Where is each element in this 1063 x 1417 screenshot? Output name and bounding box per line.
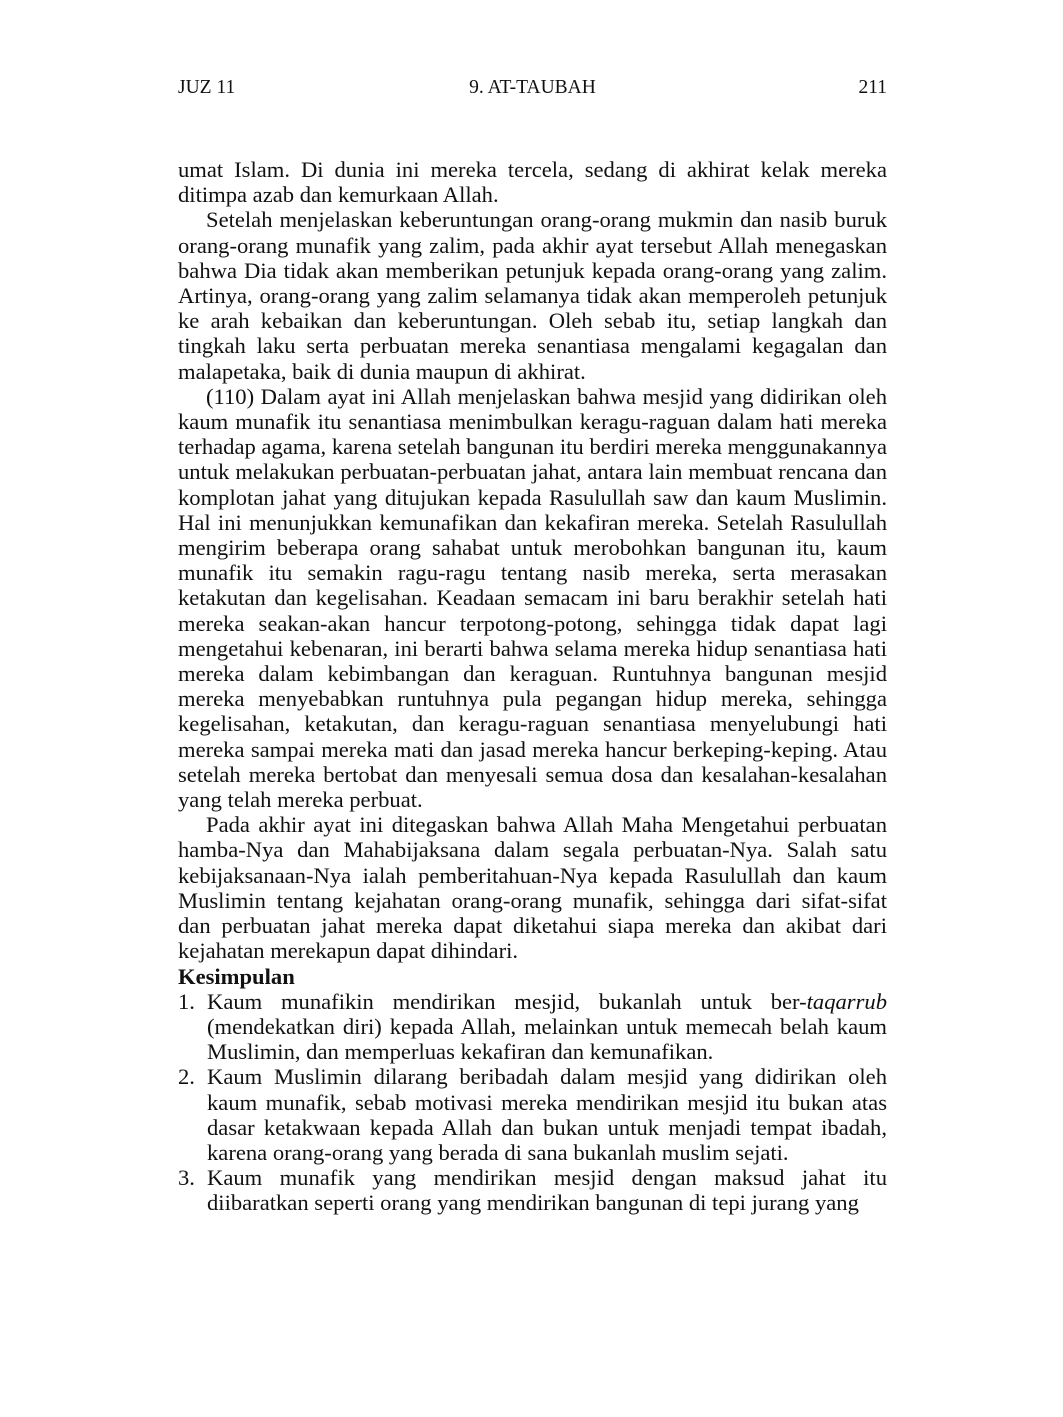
paragraph-verse-110: (110) Dalam ayat ini Allah menjelaskan bahwa mesjid yang didirikan oleh kaum munafik itu senantiasa menimbulkan keragu-raguan dalam hati mereka terhadap agama, karena setelah bangunan itu berdiri mereka menggunakannya untuk melakukan perbuatan-perbuatan jahat, antara lain membuat rencana dan komplotan jahat yang ditujukan kepada Rasulullah saw dan kaum Muslimin. Hal ini menunjukkan kemunafikan dan kekafiran mereka. Setelah Rasulullah mengirim beberapa orang sahabat untuk merobohkan bangunan itu, kaum munafik itu semakin ragu-ragu tentang nasib mereka, serta merasakan ketakutan dan kegelisahan. Keadaan semacam ini baru berakhir setelah hati mereka seakan-akan hancur terpotong-potong, sehingga tidak dapat lagi mengetahui kebenaran, ini berarti bahwa selama mereka hidup senantiasa hati mereka dalam kebimbangan dan keraguan. Runtuhnya bangunan mesjid mereka menyebabkan runtuhnya pula pegangan hidup mereka, sehingga kegelisahan, ketakutan, dan keragu-raguan senantiasa menyelubungi hati mereka sampai mereka mati dan jasad mereka hancur berkeping-keping. Atau setelah mereka bertobat dan menyesali semua dosa dan kesalahan-kesalahan yang telah mereka perbuat.	[178, 383, 887, 813]
page-number: 211	[858, 77, 887, 98]
paragraph-continuation: umat Islam. Di dunia ini mereka tercela, sedang di akhirat kelak mereka ditimpa azab dan kemurkaan Allah.	[178, 157, 887, 208]
arabic-term: taqarrub	[806, 988, 887, 1014]
item-number: 3.	[178, 1165, 195, 1191]
page-body	[178, 157, 887, 1216]
item-number: 1.	[178, 988, 195, 1014]
conclusion-list	[178, 989, 887, 1216]
item-text: Kaum Muslimin dilarang beribadah dalam mesjid yang didirikan oleh kaum munafik, sebab motivasi mereka mendirikan mesjid itu bukan atas dasar ketakwaan kepada Allah dan bukan untuk menjadi tempat ibadah, karena orang-orang yang berada di sana bukanlah muslim sejati.	[207, 1064, 887, 1165]
item-text-part: Kaum munafikin mendirikan mesjid, bukanlah untuk ber-	[207, 988, 807, 1014]
item-text-part: (mendekatkan diri) kepada Allah, melainkan untuk memecah belah kaum Muslimin, dan memperluas kekafiran dan kemunafikan.	[207, 1013, 887, 1065]
conclusion-item	[178, 1064, 887, 1165]
item-number: 2.	[178, 1064, 195, 1090]
conclusion-heading: Kesimpulan	[178, 963, 295, 989]
item-text	[207, 989, 887, 1065]
paragraph-wisdom: Pada akhir ayat ini ditegaskan bahwa Allah Maha Mengetahui perbuatan hamba-Nya dan Mahabijaksana dalam segala perbuatan-Nya. Salah satu kebijaksanaan-Nya ialah pemberitahuan-Nya kepada Rasulullah dan kaum Muslimin tentang kejahatan orang-orang munafik, sehingga dari sifat-sifat dan perbuatan jahat mereka dapat diketahui siapa mereka dan akibat dari kejahatan merekapun dapat dihindari.	[178, 812, 887, 964]
juz-label: JUZ 11	[178, 77, 236, 98]
surah-title: 9. AT-TAUBAH	[469, 77, 596, 98]
paragraph-zalim: Setelah menjelaskan keberuntungan orang-orang mukmin dan nasib buruk orang-orang munafik yang zalim, pada akhir ayat tersebut Allah menegaskan bahwa Dia tidak akan memberikan petunjuk kepada orang-orang yang zalim. Artinya, orang-orang yang zalim selamanya tidak akan memperoleh petunjuk ke arah kebaikan dan keberuntungan. Oleh sebab itu, setiap langkah dan tingkah laku serta perbuatan mereka senantiasa mengalami kegagalan dan malapetaka, baik di dunia maupun di akhirat.	[178, 207, 887, 384]
page-header	[178, 74, 887, 102]
conclusion-item	[178, 989, 887, 1065]
conclusion-item	[178, 1165, 887, 1215]
item-text: Kaum munafik yang mendirikan mesjid dengan maksud jahat itu diibaratkan seperti orang yang mendirikan bangunan di tepi jurang yang	[207, 1165, 887, 1216]
